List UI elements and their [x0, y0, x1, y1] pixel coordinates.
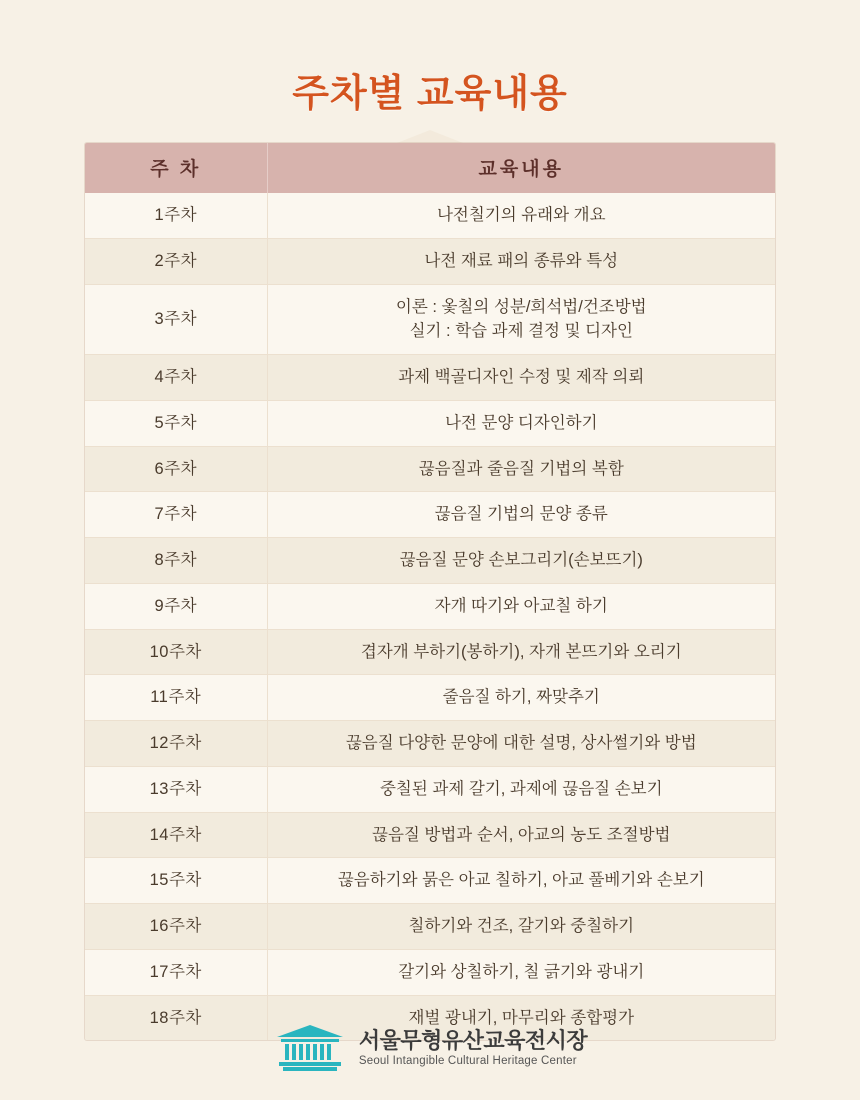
content-line: 재벌 광내기, 마무리와 종합평가 — [408, 1008, 635, 1027]
cell-week: 11주차 — [85, 675, 267, 721]
table-row — [85, 355, 775, 401]
table-row — [85, 284, 775, 355]
table-row — [85, 858, 775, 904]
cell-week: 14주차 — [85, 812, 267, 858]
organization-name-en: Seoul Intangible Cultural Heritage Center — [358, 1055, 577, 1068]
content-line: 나전 재료 패의 종류와 특성 — [424, 251, 619, 270]
table-header — [85, 143, 775, 193]
content-line: 끊음하기와 묽은 아교 칠하기, 아교 풀베기와 손보기 — [337, 871, 705, 890]
content-line: 끊음질과 줄음질 기법의 복함 — [418, 459, 624, 478]
cell-week: 3주차 — [85, 284, 267, 355]
table-row — [85, 949, 775, 995]
cell-content — [267, 721, 775, 767]
table-row — [85, 193, 775, 238]
content-line: 이론 : 옻칠의 성분/희석법/건조방법 — [395, 297, 647, 316]
cell-content — [267, 446, 775, 492]
table-row — [85, 238, 775, 284]
logo-text — [359, 1028, 587, 1069]
cell-week: 17주차 — [85, 949, 267, 995]
table-row — [85, 721, 775, 767]
cell-week: 13주차 — [85, 766, 267, 812]
footer-logo — [0, 1024, 860, 1072]
cell-content — [267, 858, 775, 904]
hanok-building-icon — [273, 1024, 347, 1072]
cell-week: 7주차 — [85, 492, 267, 538]
table-row — [85, 492, 775, 538]
content-line: 끊음질 문양 손보그리기(손보뜨기) — [399, 551, 643, 569]
cell-content — [267, 629, 775, 675]
cell-content — [267, 904, 775, 950]
cell-content — [267, 675, 775, 721]
schedule-table-container — [85, 143, 775, 1040]
content-line: 줄음질 하기, 짜맞추기 — [442, 688, 600, 707]
cell-week: 6주차 — [85, 446, 267, 492]
table-row — [85, 446, 775, 492]
column-header-content: 교육내용 — [267, 143, 775, 193]
cell-content — [267, 238, 775, 284]
cell-week: 5주차 — [85, 400, 267, 446]
table-row — [85, 904, 775, 950]
cell-content — [267, 284, 775, 355]
table-row — [85, 812, 775, 858]
table-row — [85, 766, 775, 812]
content-line: 끊음질 기법의 문양 종류 — [434, 505, 608, 524]
schedule-table — [85, 143, 775, 1040]
cell-week: 9주차 — [85, 583, 267, 629]
content-line: 과제 백골디자인 수정 및 제작 의뢰 — [398, 368, 645, 386]
content-line: 자개 따기와 아교칠 하기 — [434, 596, 608, 615]
column-header-week: 주 차 — [85, 143, 267, 193]
cell-content — [267, 193, 775, 238]
content-line: 나전칠기의 유래와 개요 — [436, 206, 606, 224]
cell-week: 12주차 — [85, 721, 267, 767]
table-row — [85, 629, 775, 675]
page-title: 주차별 교육내용 — [292, 73, 568, 115]
cell-week: 18주차 — [85, 995, 267, 1040]
organization-name-kr: 서울무형유산교육전시장 — [358, 1027, 588, 1053]
cell-week: 10주차 — [85, 629, 267, 675]
table-row — [85, 675, 775, 721]
content-line: 칠하기와 건조, 갈기와 중칠하기 — [408, 917, 635, 935]
cell-content — [267, 812, 775, 858]
cell-content — [267, 538, 775, 584]
cell-week: 15주차 — [85, 858, 267, 904]
content-line: 나전 문양 디자인하기 — [444, 413, 598, 432]
cell-week: 1주차 — [85, 193, 267, 238]
cell-content — [267, 766, 775, 812]
table-row — [85, 538, 775, 584]
table-row — [85, 583, 775, 629]
cell-content — [267, 583, 775, 629]
table-row — [85, 400, 775, 446]
content-line: 끊음질 방법과 순서, 아교의 농도 조절방법 — [372, 825, 671, 844]
content-line: 중칠된 과제 갈기, 과제에 끊음질 손보기 — [379, 779, 663, 798]
cell-content — [267, 355, 775, 401]
table-body — [85, 193, 775, 1040]
cell-week: 2주차 — [85, 238, 267, 284]
content-line: 겹자개 부하기(봉하기), 자개 본뜨기와 오리기 — [360, 642, 682, 661]
cell-content — [267, 949, 775, 995]
cell-week: 4주차 — [85, 355, 267, 401]
content-line: 끊음질 다양한 문양에 대한 설명, 상사썰기와 방법 — [345, 734, 697, 752]
table-header-row — [85, 143, 775, 193]
content-line: 갈기와 상칠하기, 칠 긁기와 광내기 — [398, 962, 645, 981]
content-line: 실기 : 학습 과제 결정 및 디자인 — [409, 322, 633, 341]
cell-week: 8주차 — [85, 538, 267, 584]
cell-week: 16주차 — [85, 904, 267, 950]
cell-content — [267, 400, 775, 446]
cell-content — [267, 492, 775, 538]
